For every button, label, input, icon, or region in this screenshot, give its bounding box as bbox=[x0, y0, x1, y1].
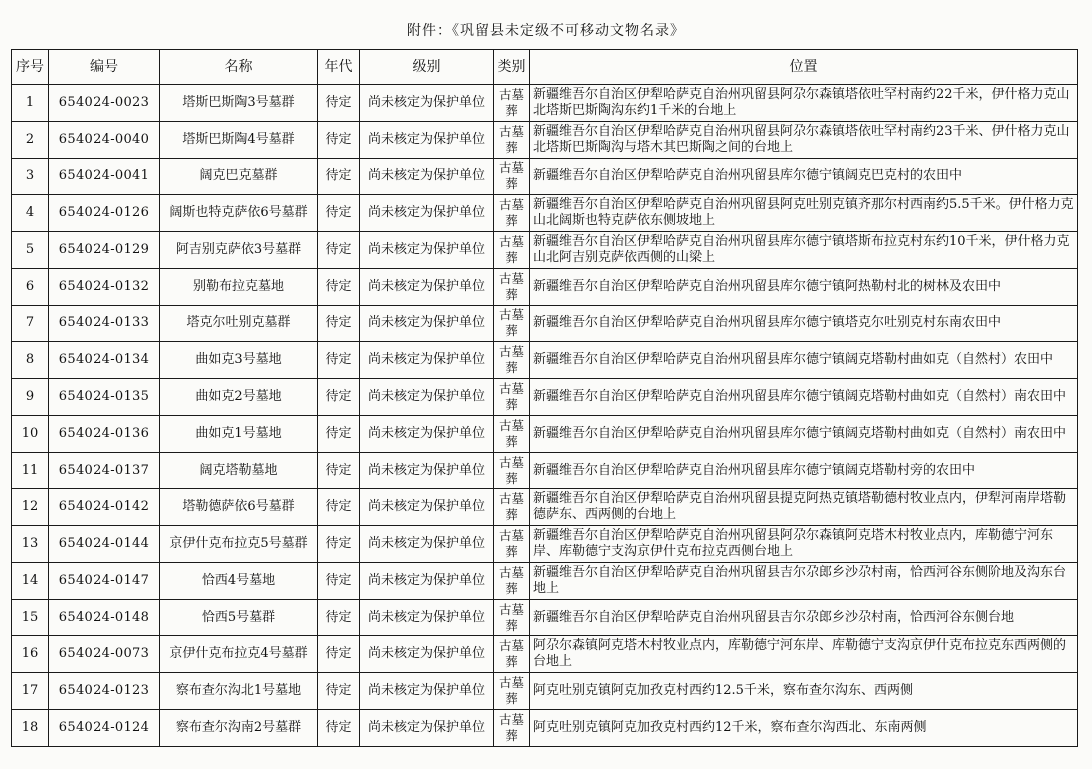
cell-name: 京伊什克布拉克5号墓群 bbox=[160, 526, 318, 563]
cell-location: 新疆维吾尔自治区伊犁哈萨克自治州巩留县提克阿热克镇塔勒德村牧业点内，伊犁河南岸塔勒德萨东、西两侧的台地上 bbox=[530, 489, 1078, 526]
table-row bbox=[12, 268, 1078, 305]
cell-level: 尚未核定为保护单位 bbox=[360, 673, 494, 710]
cell-category: 古墓葬 bbox=[494, 526, 530, 563]
table-row bbox=[12, 379, 1078, 416]
cell-number: 4 bbox=[12, 195, 49, 232]
cell-location: 新疆维吾尔自治区伊犁哈萨克自治州巩留县库尔德宁镇阔克塔勒村旁的农田中 bbox=[530, 452, 1078, 489]
cell-era: 待定 bbox=[318, 452, 360, 489]
cell-category: 古墓葬 bbox=[494, 673, 530, 710]
cell-era: 待定 bbox=[318, 268, 360, 305]
table-row bbox=[12, 305, 1078, 342]
cell-code: 654024-0137 bbox=[49, 452, 160, 489]
cell-era: 待定 bbox=[318, 121, 360, 158]
cell-era: 待定 bbox=[318, 673, 360, 710]
cell-location: 新疆维吾尔自治区伊犁哈萨克自治州巩留县吉尔尕郎乡沙尕村南，恰西河谷东侧阶地及沟东台地上 bbox=[530, 562, 1078, 599]
cell-category: 古墓葬 bbox=[494, 489, 530, 526]
cell-era: 待定 bbox=[318, 158, 360, 195]
table-row bbox=[12, 526, 1078, 563]
cell-category: 古墓葬 bbox=[494, 85, 530, 122]
cell-era: 待定 bbox=[318, 379, 360, 416]
cell-code: 654024-0123 bbox=[49, 673, 160, 710]
cell-code: 654024-0124 bbox=[49, 710, 160, 747]
table-row bbox=[12, 599, 1078, 636]
cell-name: 塔克尔吐别克墓群 bbox=[160, 305, 318, 342]
cell-number: 5 bbox=[12, 232, 49, 269]
cell-level: 尚未核定为保护单位 bbox=[360, 195, 494, 232]
header-code: 编号 bbox=[49, 50, 160, 85]
cell-number: 13 bbox=[12, 526, 49, 563]
cell-category: 古墓葬 bbox=[494, 232, 530, 269]
cell-level: 尚未核定为保护单位 bbox=[360, 268, 494, 305]
cell-category: 古墓葬 bbox=[494, 710, 530, 747]
cell-level: 尚未核定为保护单位 bbox=[360, 85, 494, 122]
cell-number: 6 bbox=[12, 268, 49, 305]
cell-code: 654024-0040 bbox=[49, 121, 160, 158]
cell-category: 古墓葬 bbox=[494, 342, 530, 379]
cell-code: 654024-0023 bbox=[49, 85, 160, 122]
cell-era: 待定 bbox=[318, 342, 360, 379]
cell-location: 新疆维吾尔自治区伊犁哈萨克自治州巩留县库尔德宁镇阔克巴克村的农田中 bbox=[530, 158, 1078, 195]
header-name: 名称 bbox=[160, 50, 318, 85]
cell-code: 654024-0129 bbox=[49, 232, 160, 269]
cell-number: 17 bbox=[12, 673, 49, 710]
cell-category: 古墓葬 bbox=[494, 195, 530, 232]
cell-location: 新疆维吾尔自治区伊犁哈萨克自治州巩留县库尔德宁镇塔克尔吐别克村东南农田中 bbox=[530, 305, 1078, 342]
header-era: 年代 bbox=[318, 50, 360, 85]
cell-era: 待定 bbox=[318, 599, 360, 636]
cell-code: 654024-0073 bbox=[49, 636, 160, 673]
cell-name: 阔克巴克墓群 bbox=[160, 158, 318, 195]
table-row bbox=[12, 636, 1078, 673]
cell-level: 尚未核定为保护单位 bbox=[360, 121, 494, 158]
cell-number: 8 bbox=[12, 342, 49, 379]
cell-number: 18 bbox=[12, 710, 49, 747]
cell-era: 待定 bbox=[318, 85, 360, 122]
cell-level: 尚未核定为保护单位 bbox=[360, 636, 494, 673]
cell-location: 新疆维吾尔自治区伊犁哈萨克自治州巩留县吉尔尕郎乡沙尕村南，恰西河谷东侧台地 bbox=[530, 599, 1078, 636]
cell-location: 新疆维吾尔自治区伊犁哈萨克自治州巩留县库尔德宁镇阔克塔勒村曲如克（自然村）南农田中 bbox=[530, 415, 1078, 452]
cell-location: 阿克吐别克镇阿克加孜克村西约12千米，察布查尔沟西北、东南两侧 bbox=[530, 710, 1078, 747]
table-row bbox=[12, 710, 1078, 747]
cell-level: 尚未核定为保护单位 bbox=[360, 489, 494, 526]
cell-level: 尚未核定为保护单位 bbox=[360, 710, 494, 747]
cell-code: 654024-0148 bbox=[49, 599, 160, 636]
cell-name: 阔克塔勒墓地 bbox=[160, 452, 318, 489]
cell-era: 待定 bbox=[318, 636, 360, 673]
cell-name: 恰西4号墓地 bbox=[160, 562, 318, 599]
header-row bbox=[12, 50, 1078, 85]
cell-location: 阿尕尔森镇阿克塔木村牧业点内，库勒德宁河东岸、库勒德宁支沟京伊什克布拉克东西两侧的台地上 bbox=[530, 636, 1078, 673]
cell-number: 10 bbox=[12, 415, 49, 452]
cell-code: 654024-0144 bbox=[49, 526, 160, 563]
cell-level: 尚未核定为保护单位 bbox=[360, 415, 494, 452]
cell-category: 古墓葬 bbox=[494, 452, 530, 489]
cell-location: 新疆维吾尔自治区伊犁哈萨克自治州巩留县阿尕尔森镇塔依吐罕村南约22千米，伊什格力克山北塔斯巴斯陶沟东约1千米的台地上 bbox=[530, 85, 1078, 122]
cell-name: 曲如克3号墓地 bbox=[160, 342, 318, 379]
cell-category: 古墓葬 bbox=[494, 158, 530, 195]
table-row bbox=[12, 415, 1078, 452]
cell-category: 古墓葬 bbox=[494, 379, 530, 416]
cell-name: 京伊什克布拉克4号墓群 bbox=[160, 636, 318, 673]
table-row bbox=[12, 452, 1078, 489]
cell-era: 待定 bbox=[318, 526, 360, 563]
cell-number: 15 bbox=[12, 599, 49, 636]
cell-category: 古墓葬 bbox=[494, 636, 530, 673]
table-row bbox=[12, 342, 1078, 379]
cell-number: 12 bbox=[12, 489, 49, 526]
cell-level: 尚未核定为保护单位 bbox=[360, 305, 494, 342]
cell-name: 恰西5号墓群 bbox=[160, 599, 318, 636]
table-row bbox=[12, 121, 1078, 158]
cell-name: 曲如克2号墓地 bbox=[160, 379, 318, 416]
cell-name: 曲如克1号墓地 bbox=[160, 415, 318, 452]
cell-level: 尚未核定为保护单位 bbox=[360, 526, 494, 563]
cell-level: 尚未核定为保护单位 bbox=[360, 158, 494, 195]
cell-era: 待定 bbox=[318, 195, 360, 232]
cell-code: 654024-0136 bbox=[49, 415, 160, 452]
cell-era: 待定 bbox=[318, 562, 360, 599]
table-row bbox=[12, 158, 1078, 195]
table-row bbox=[12, 232, 1078, 269]
table-row bbox=[12, 562, 1078, 599]
cell-code: 654024-0147 bbox=[49, 562, 160, 599]
page-title: 附件：《巩留县未定级不可移动文物名录》 bbox=[407, 23, 685, 39]
cell-number: 14 bbox=[12, 562, 49, 599]
table-row bbox=[12, 489, 1078, 526]
cell-name: 察布查尔沟北1号墓地 bbox=[160, 673, 318, 710]
cell-level: 尚未核定为保护单位 bbox=[360, 379, 494, 416]
cell-location: 新疆维吾尔自治区伊犁哈萨克自治州巩留县库尔德宁镇塔斯布拉克村东约10千米，伊什格力克山北阿吉别克萨依西侧的山梁上 bbox=[530, 232, 1078, 269]
cell-location: 新疆维吾尔自治区伊犁哈萨克自治州巩留县阿尕尔森镇阿克塔木村牧业点内，库勒德宁河东岸、库勒德宁支沟京伊什克布拉克西侧台地上 bbox=[530, 526, 1078, 563]
cell-number: 1 bbox=[12, 85, 49, 122]
cell-location: 新疆维吾尔自治区伊犁哈萨克自治州巩留县库尔德宁镇阿热勒村北的树林及农田中 bbox=[530, 268, 1078, 305]
header-level: 级别 bbox=[360, 50, 494, 85]
cell-level: 尚未核定为保护单位 bbox=[360, 342, 494, 379]
cell-location: 新疆维吾尔自治区伊犁哈萨克自治州巩留县库尔德宁镇阔克塔勒村曲如克（自然村）农田中 bbox=[530, 342, 1078, 379]
cell-name: 塔斯巴斯陶3号墓群 bbox=[160, 85, 318, 122]
table-row bbox=[12, 195, 1078, 232]
cell-category: 古墓葬 bbox=[494, 562, 530, 599]
table-row bbox=[12, 673, 1078, 710]
cell-era: 待定 bbox=[318, 232, 360, 269]
cell-location: 新疆维吾尔自治区伊犁哈萨克自治州巩留县阿克吐别克镇齐那尔村西南约5.5千米。伊什格力克山北阔斯也特克萨依东侧坡地上 bbox=[530, 195, 1078, 232]
table-row bbox=[12, 85, 1078, 122]
cell-level: 尚未核定为保护单位 bbox=[360, 232, 494, 269]
cell-name: 阿吉别克萨依3号墓群 bbox=[160, 232, 318, 269]
cell-location: 新疆维吾尔自治区伊犁哈萨克自治州巩留县库尔德宁镇阔克塔勒村曲如克（自然村）南农田中 bbox=[530, 379, 1078, 416]
cell-name: 别勒布拉克墓地 bbox=[160, 268, 318, 305]
heritage-table bbox=[11, 49, 1078, 747]
cell-category: 古墓葬 bbox=[494, 305, 530, 342]
header-category: 类别 bbox=[494, 50, 530, 85]
cell-name: 塔勒德萨依6号墓群 bbox=[160, 489, 318, 526]
header-no: 序号 bbox=[12, 50, 49, 85]
cell-code: 654024-0142 bbox=[49, 489, 160, 526]
cell-location: 新疆维吾尔自治区伊犁哈萨克自治州巩留县阿尕尔森镇塔依吐罕村南约23千米、伊什格力克山北塔斯巴斯陶沟与塔木其巴斯陶之间的台地上 bbox=[530, 121, 1078, 158]
cell-number: 9 bbox=[12, 379, 49, 416]
cell-code: 654024-0134 bbox=[49, 342, 160, 379]
cell-era: 待定 bbox=[318, 489, 360, 526]
cell-number: 7 bbox=[12, 305, 49, 342]
cell-level: 尚未核定为保护单位 bbox=[360, 452, 494, 489]
cell-level: 尚未核定为保护单位 bbox=[360, 562, 494, 599]
cell-category: 古墓葬 bbox=[494, 599, 530, 636]
cell-code: 654024-0135 bbox=[49, 379, 160, 416]
cell-number: 11 bbox=[12, 452, 49, 489]
cell-era: 待定 bbox=[318, 710, 360, 747]
cell-era: 待定 bbox=[318, 305, 360, 342]
cell-level: 尚未核定为保护单位 bbox=[360, 599, 494, 636]
cell-number: 2 bbox=[12, 121, 49, 158]
cell-code: 654024-0126 bbox=[49, 195, 160, 232]
cell-name: 察布查尔沟南2号墓群 bbox=[160, 710, 318, 747]
cell-code: 654024-0041 bbox=[49, 158, 160, 195]
cell-number: 16 bbox=[12, 636, 49, 673]
cell-name: 阔斯也特克萨依6号墓群 bbox=[160, 195, 318, 232]
cell-era: 待定 bbox=[318, 415, 360, 452]
cell-code: 654024-0133 bbox=[49, 305, 160, 342]
cell-category: 古墓葬 bbox=[494, 268, 530, 305]
cell-name: 塔斯巴斯陶4号墓群 bbox=[160, 121, 318, 158]
cell-category: 古墓葬 bbox=[494, 415, 530, 452]
cell-number: 3 bbox=[12, 158, 49, 195]
cell-category: 古墓葬 bbox=[494, 121, 530, 158]
cell-code: 654024-0132 bbox=[49, 268, 160, 305]
header-location: 位置 bbox=[530, 50, 1078, 85]
cell-location: 阿克吐别克镇阿克加孜克村西约12.5千米，察布查尔沟东、西两侧 bbox=[530, 673, 1078, 710]
